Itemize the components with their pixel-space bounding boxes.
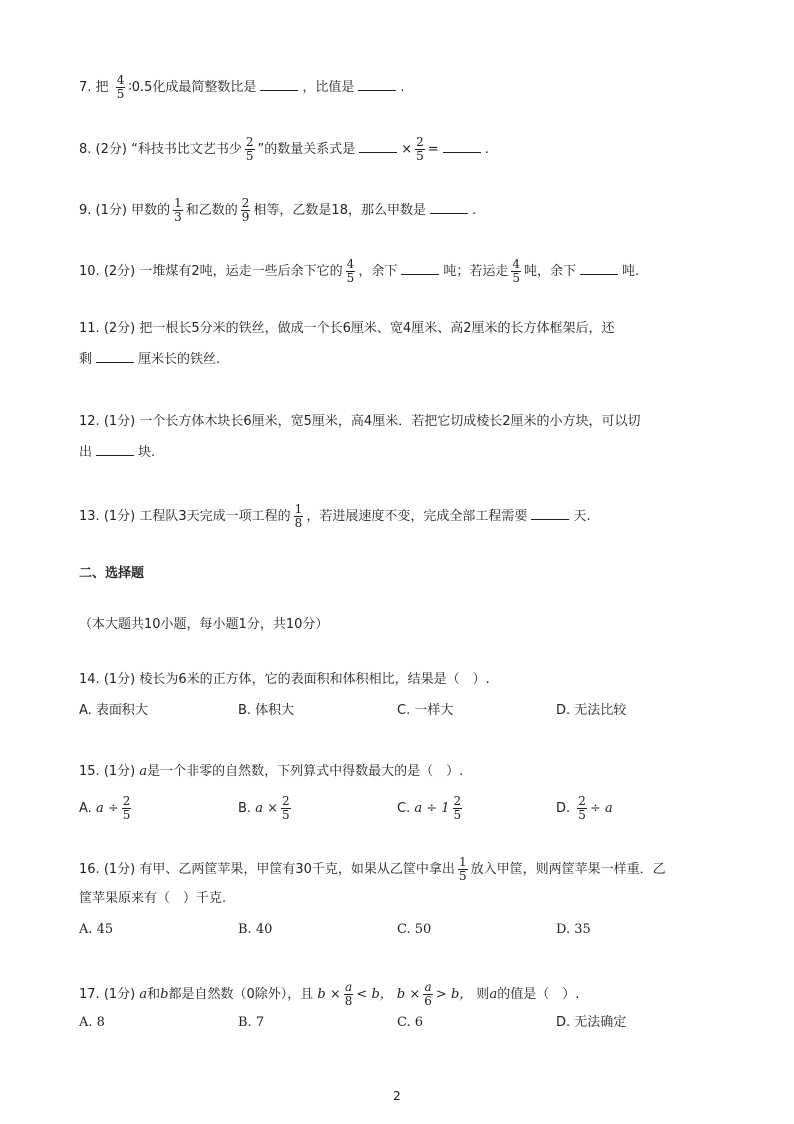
- option-b[interactable]: B. 体积大: [238, 703, 295, 718]
- question-15: 15. (1分) a是一个非零的自然数，下列算式中得数最大的是（ ）.: [79, 764, 464, 779]
- fraction: $\frac{a}{6}$: [424, 980, 432, 1008]
- fraction: $\frac{1}{3}$: [174, 196, 182, 224]
- question-16-line-2: 筐苹果原来有（ ）千克.: [79, 891, 227, 906]
- answer-blank[interactable]: [401, 262, 439, 275]
- question-9: 9. (1分) 甲数的 $\frac{1}{3}$ 和乙数的 $\frac{2}{9}$ 相等，乙数是18，那么甲数是 .: [79, 196, 477, 224]
- question-11: 11. (2分) 把一根长5分米的铁丝，做成一个长6厘米、宽4厘米、高2厘米的长方体框架后，还: [79, 321, 615, 336]
- option-b[interactable]: B. a × $\frac{2}{5}$: [238, 794, 290, 822]
- fraction: $\frac{4}{5}$: [346, 257, 355, 285]
- fraction: $\frac{2}{5}$: [281, 794, 290, 822]
- section-title: 二、选择题: [79, 566, 145, 581]
- option-d[interactable]: D. 35: [556, 922, 591, 937]
- section-note: （本大题共10小题，每小题1分，共10分）: [79, 617, 329, 632]
- fraction: $\frac{1}{5}$: [458, 855, 467, 883]
- fraction: $\frac{2}{9}$: [241, 196, 250, 224]
- question-14: 14. (1分) 棱长为6米的正方体，它的表面积和体积相比，结果是（ ）.: [79, 672, 490, 687]
- answer-blank[interactable]: [96, 350, 134, 363]
- fraction: $\frac{2}{5}$: [453, 794, 462, 822]
- question-12: 12. (1分) 一个长方体木块长6厘米，宽5厘米，高4厘米．若把它切成棱长2厘米的小方块，可以切: [79, 414, 641, 429]
- option-d[interactable]: D. $\frac{2}{5}$ ÷ a: [556, 794, 613, 822]
- option-a[interactable]: A. a ÷ $\frac{2}{5}$: [79, 794, 131, 822]
- option-b[interactable]: B. 7: [238, 1015, 265, 1030]
- answer-blank[interactable]: [260, 78, 298, 91]
- option-c[interactable]: C. a ÷ 1 $\frac{2}{5}$: [397, 794, 462, 822]
- fraction: $\frac{a}{8}$: [344, 980, 353, 1008]
- option-a[interactable]: A. 8: [79, 1015, 105, 1030]
- question-16: 16. (1分) 有甲、乙两筐苹果，甲筐有30千克，如果从乙筐中拿出 $\frac{1}{5}$ 放入甲筐，则两筐苹果一样重．乙: [79, 855, 666, 883]
- answer-blank[interactable]: [443, 140, 481, 153]
- option-a[interactable]: A. 表面积大: [79, 703, 148, 718]
- fraction: $\frac{1}{8}$: [294, 502, 303, 530]
- fraction: $\frac{2}{5}$: [122, 794, 131, 822]
- answer-blank[interactable]: [580, 262, 618, 275]
- option-a[interactable]: A. 45: [79, 922, 114, 937]
- answer-blank[interactable]: [96, 443, 134, 456]
- answer-blank[interactable]: [531, 507, 569, 520]
- option-b[interactable]: B. 40: [238, 922, 273, 937]
- question-17: 17. (1分) a和b都是自然数（0除外），且 b × $\frac{a}{8}$ < b， b × $\frac{a}{6}$ > b， 则a的值是（ ）.: [79, 980, 580, 1008]
- answer-blank[interactable]: [358, 78, 396, 91]
- answer-blank[interactable]: [430, 201, 468, 214]
- fraction: $\frac{4}{5}$: [512, 257, 520, 285]
- option-c[interactable]: C. 6: [397, 1015, 424, 1030]
- page-number: 2: [393, 1089, 401, 1103]
- fraction: $\frac{2}{5}$: [416, 135, 424, 163]
- fraction: $\frac{2}{5}$: [578, 794, 586, 822]
- question-10: 10. (2分) 一堆煤有2吨，运走一些后余下它的 $\frac{4}{5}$ ，余下 吨；若运走 $\frac{4}{5}$ 吨，余下 吨.: [79, 257, 640, 285]
- answer-blank[interactable]: [359, 140, 397, 153]
- option-d[interactable]: D. 无法比较: [556, 703, 627, 718]
- option-c[interactable]: C. 50: [397, 922, 432, 937]
- option-d[interactable]: D. 无法确定: [556, 1015, 627, 1030]
- question-13: 13. (1分) 工程队3天完成一项工程的 $\frac{1}{8}$ ，若进展速度不变，完成全部工程需要 天.: [79, 502, 591, 530]
- question-7: 7. 把 $\frac{4}{5}$ ∶0.5化成最简整数比是 ，比值是 .: [79, 73, 405, 101]
- fraction: $\frac{2}{5}$: [245, 135, 254, 163]
- fraction: $\frac{4}{5}$: [116, 73, 125, 101]
- option-c[interactable]: C. 一样大: [397, 703, 454, 718]
- question-12-line-2: 出 块.: [79, 445, 156, 460]
- question-8: 8. (2分) “科技书比文艺书少 $\frac{2}{5}$ ”的数量关系式是 × $\frac{2}{5}$ = .: [79, 135, 489, 163]
- question-11-line-2: 剩 厘米长的铁丝.: [79, 352, 221, 367]
